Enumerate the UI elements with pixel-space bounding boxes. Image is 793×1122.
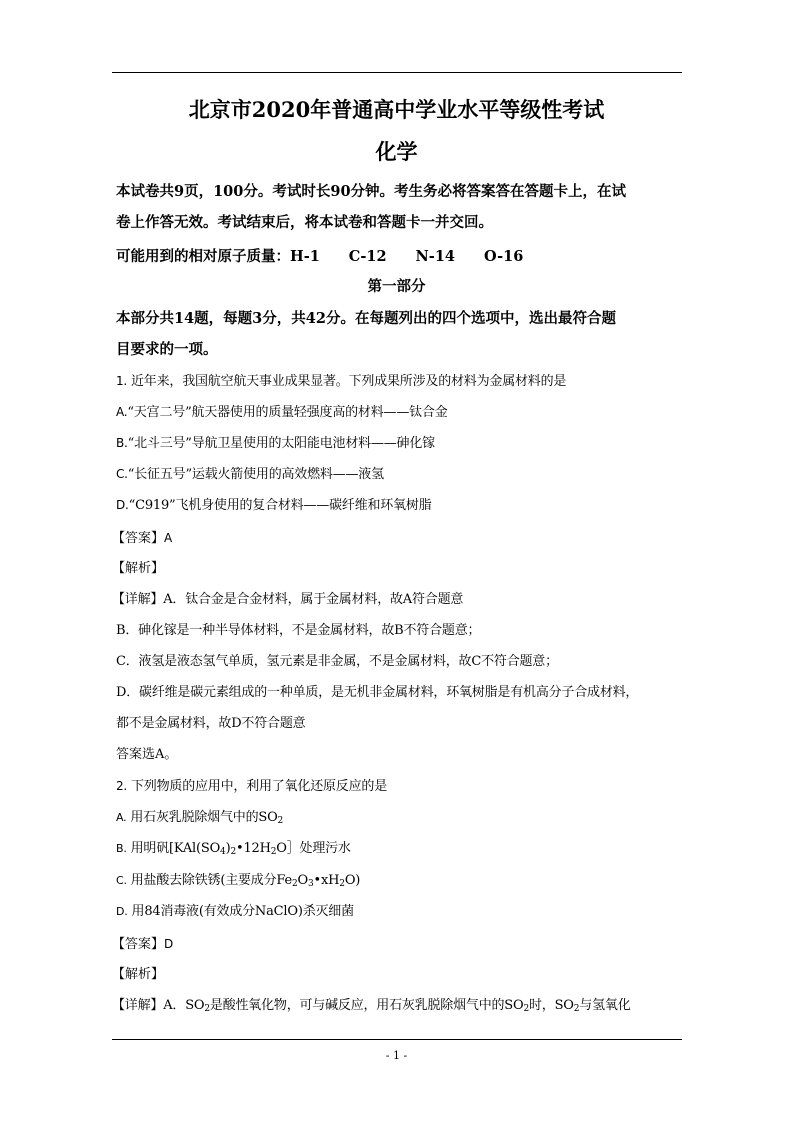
q2-answer <box>112 935 173 954</box>
subscript: 2 <box>204 1004 210 1014</box>
q1-detail-3: C．液氢是液态氢气单质，氢元素是非金属，不是金属材料，故C不符合题意； <box>116 654 558 669</box>
q1-analysis-label: 【解析】 <box>112 561 165 576</box>
q1-number: 1. <box>116 374 128 388</box>
subscript: 2 <box>292 879 298 889</box>
q2-option-b <box>116 840 351 858</box>
answer-label: 【答案】 <box>112 937 165 952</box>
q1-option-c <box>116 465 384 484</box>
option-text: O］处理污水 <box>276 841 351 856</box>
q1-option-a <box>116 403 448 422</box>
q2-option-d <box>116 903 354 921</box>
option-text: 用明矾[KAl(SO <box>130 841 221 856</box>
subscript: 2 <box>277 816 284 826</box>
part-desc-1: 本部分共14题，每题3分，共42分。在每题列出的四个选项中，选出最符合题 <box>116 310 616 327</box>
answer-value: D <box>164 937 174 951</box>
option-letter: B. <box>116 842 127 855</box>
q2-stem-text: 下列物质的应用中，利用了氧化还原反应的是 <box>131 779 388 794</box>
subscript: 3 <box>308 879 314 889</box>
answer-label: 【答案】 <box>112 531 165 546</box>
q1-detail-2: B．砷化镓是一种半导体材料，不是金属材料，故B不符合题意； <box>116 623 481 638</box>
detail-text: 时，SO <box>529 998 574 1013</box>
option-text: 用盐酸去除铁锈(主要成分Fe <box>130 873 292 888</box>
answer-value: A <box>164 531 173 545</box>
q1-detail-4: D．碳纤维是碳元素组成的一种单质，是无机非金属材料，环氧树脂是有机高分子合成材料， <box>116 685 639 700</box>
q2-stem <box>116 777 387 796</box>
option-text: “天宫二号”航天器使用的质量轻强度高的材料——钛合金 <box>127 405 448 420</box>
q2-number: 2. <box>116 779 128 793</box>
option-letter: A. <box>116 811 127 824</box>
option-text: ) <box>225 841 231 856</box>
q1-stem <box>116 372 566 391</box>
option-text: O <box>297 873 308 888</box>
q1-conclusion: 答案选A。 <box>116 747 178 762</box>
intro-line-2: 卷上作答无效。考试结束后，将本试卷和答题卡一并交回。 <box>116 214 493 231</box>
bottom-rule <box>112 1039 682 1040</box>
subscript: 4 <box>220 847 226 857</box>
option-letter: B. <box>116 436 128 450</box>
q2-detail-1 <box>112 997 631 1015</box>
option-text: “北斗三号”导航卫星使用的太阳能电池材料——砷化镓 <box>127 436 435 451</box>
option-text: “C919”飞机身使用的复合材料——碳纤维和环氧树脂 <box>128 498 432 513</box>
option-text: •12H <box>235 841 271 856</box>
q2-option-c <box>116 872 360 890</box>
option-letter: C. <box>116 467 128 481</box>
q2-analysis-label: 【解析】 <box>112 967 165 982</box>
q1-option-b <box>116 434 435 453</box>
q1-stem-text: 近年来，我国航空航天事业成果显著。下列成果所涉及的材料为金属材料的是 <box>131 374 567 389</box>
q2-option-a <box>116 809 283 827</box>
subscript: 2 <box>573 1004 580 1014</box>
detail-text: 是酸性氧化物，可与碱反应，用石灰乳脱除烟气中的SO <box>209 998 524 1013</box>
option-text: 用石灰乳脱除烟气中的SO <box>130 810 278 825</box>
subject-title: 化学 <box>375 139 418 164</box>
exam-title: 北京市2020年普通高中学业水平等级性考试 <box>188 97 605 122</box>
subscript: 2 <box>270 847 277 857</box>
option-letter: D. <box>116 905 128 918</box>
option-letter: C. <box>116 874 127 887</box>
detail-text: 与氢氧化 <box>579 998 631 1013</box>
page-number: - 1 - <box>385 1049 408 1062</box>
option-text: 用84消毒液(有效成分NaClO)杀灭细菌 <box>131 904 354 919</box>
q1-detail-5: 都不是金属材料，故D不符合题意 <box>116 716 306 731</box>
subscript: 2 <box>230 847 236 857</box>
subscript: 2 <box>339 879 345 889</box>
part-title: 第一部分 <box>367 278 426 295</box>
q1-option-d <box>116 496 432 515</box>
atomic-mass-line: 可能用到的相对原子质量：H-1 C-12 N-14 O-16 <box>116 248 524 265</box>
q1-detail-1: 【详解】A．钛合金是合金材料，属于金属材料，故A符合题意 <box>112 592 464 607</box>
option-text: O) <box>344 873 361 888</box>
option-letter: A. <box>116 405 128 419</box>
part-desc-2: 目要求的一项。 <box>116 341 218 358</box>
intro-line-1: 本试卷共9页，100分。考试时长90分钟。考生务必将答案答在答题卡上，在试 <box>116 183 627 200</box>
option-text: •xH <box>313 873 340 888</box>
subscript: 2 <box>523 1004 529 1014</box>
option-letter: D. <box>116 498 129 512</box>
q1-answer <box>112 529 172 548</box>
detail-text: 【详解】A．SO <box>112 998 205 1013</box>
top-rule <box>112 72 682 73</box>
option-text: “长征五号”运载火箭使用的高效燃料——液氢 <box>127 467 384 482</box>
